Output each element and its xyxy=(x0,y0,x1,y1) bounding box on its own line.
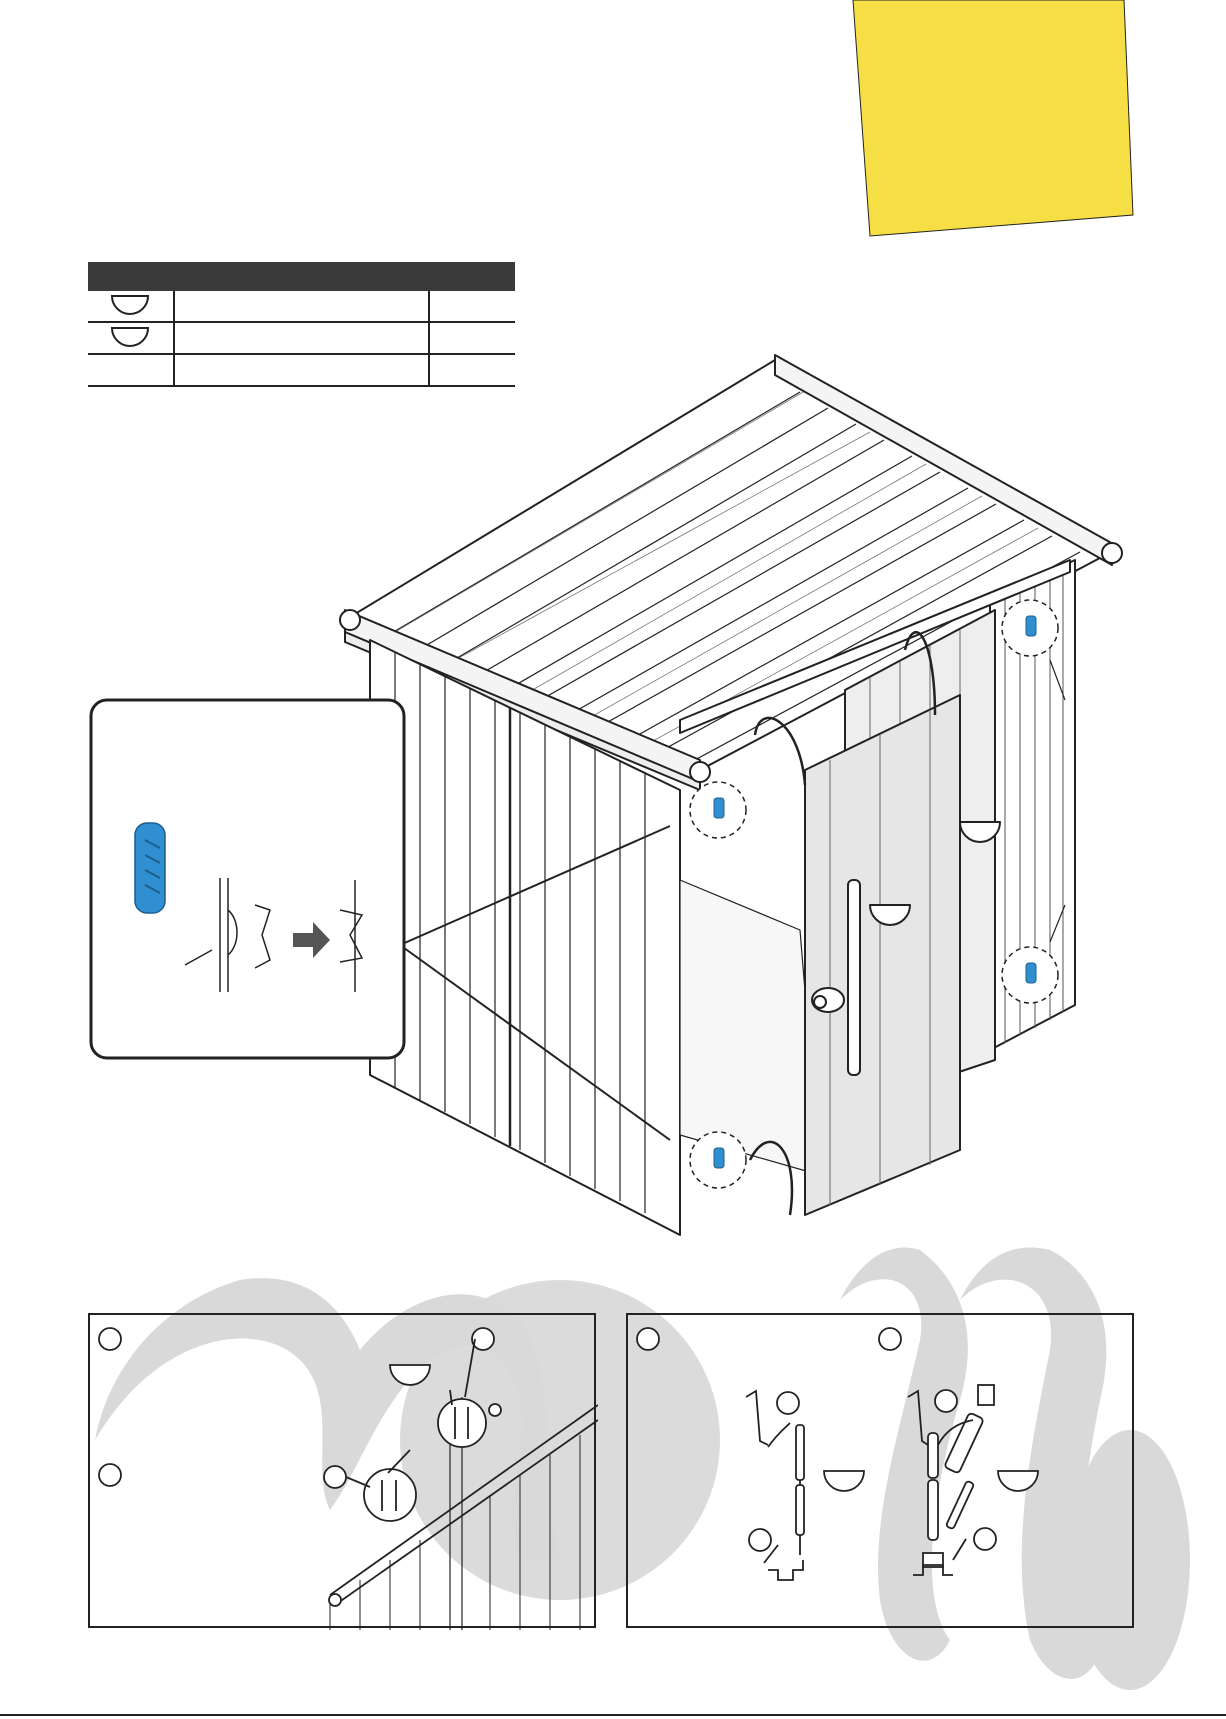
roller-install-detail xyxy=(628,1315,1136,1630)
clip-detail-callout xyxy=(91,700,404,1058)
footer-rule xyxy=(0,1712,1226,1719)
door-hanging-detail xyxy=(90,1315,598,1630)
step-marker xyxy=(974,1528,996,1550)
parts-table-header xyxy=(88,262,515,291)
step-marker xyxy=(99,1328,121,1350)
part-description xyxy=(174,291,430,322)
detail-panel-b xyxy=(626,1313,1134,1628)
header-cell-qty xyxy=(429,262,515,291)
step-marker xyxy=(472,1328,494,1350)
step-marker xyxy=(637,1328,659,1350)
yellow-step-note xyxy=(0,0,1226,260)
part-icon-cell xyxy=(88,291,174,322)
step-marker xyxy=(324,1466,346,1488)
step-marker xyxy=(879,1328,901,1350)
step-marker xyxy=(99,1464,121,1486)
blue-clip-icon xyxy=(135,823,165,913)
shed-assembly-drawing xyxy=(0,340,1226,1260)
part-qty xyxy=(429,291,515,322)
step-marker xyxy=(777,1392,799,1414)
step-marker xyxy=(749,1529,771,1551)
step-marker xyxy=(935,1390,957,1412)
detail-panel-a xyxy=(88,1313,596,1628)
header-cell-description xyxy=(174,262,430,291)
header-cell-part xyxy=(88,262,174,291)
half-circle-icon xyxy=(108,292,152,318)
table-row xyxy=(88,291,515,322)
